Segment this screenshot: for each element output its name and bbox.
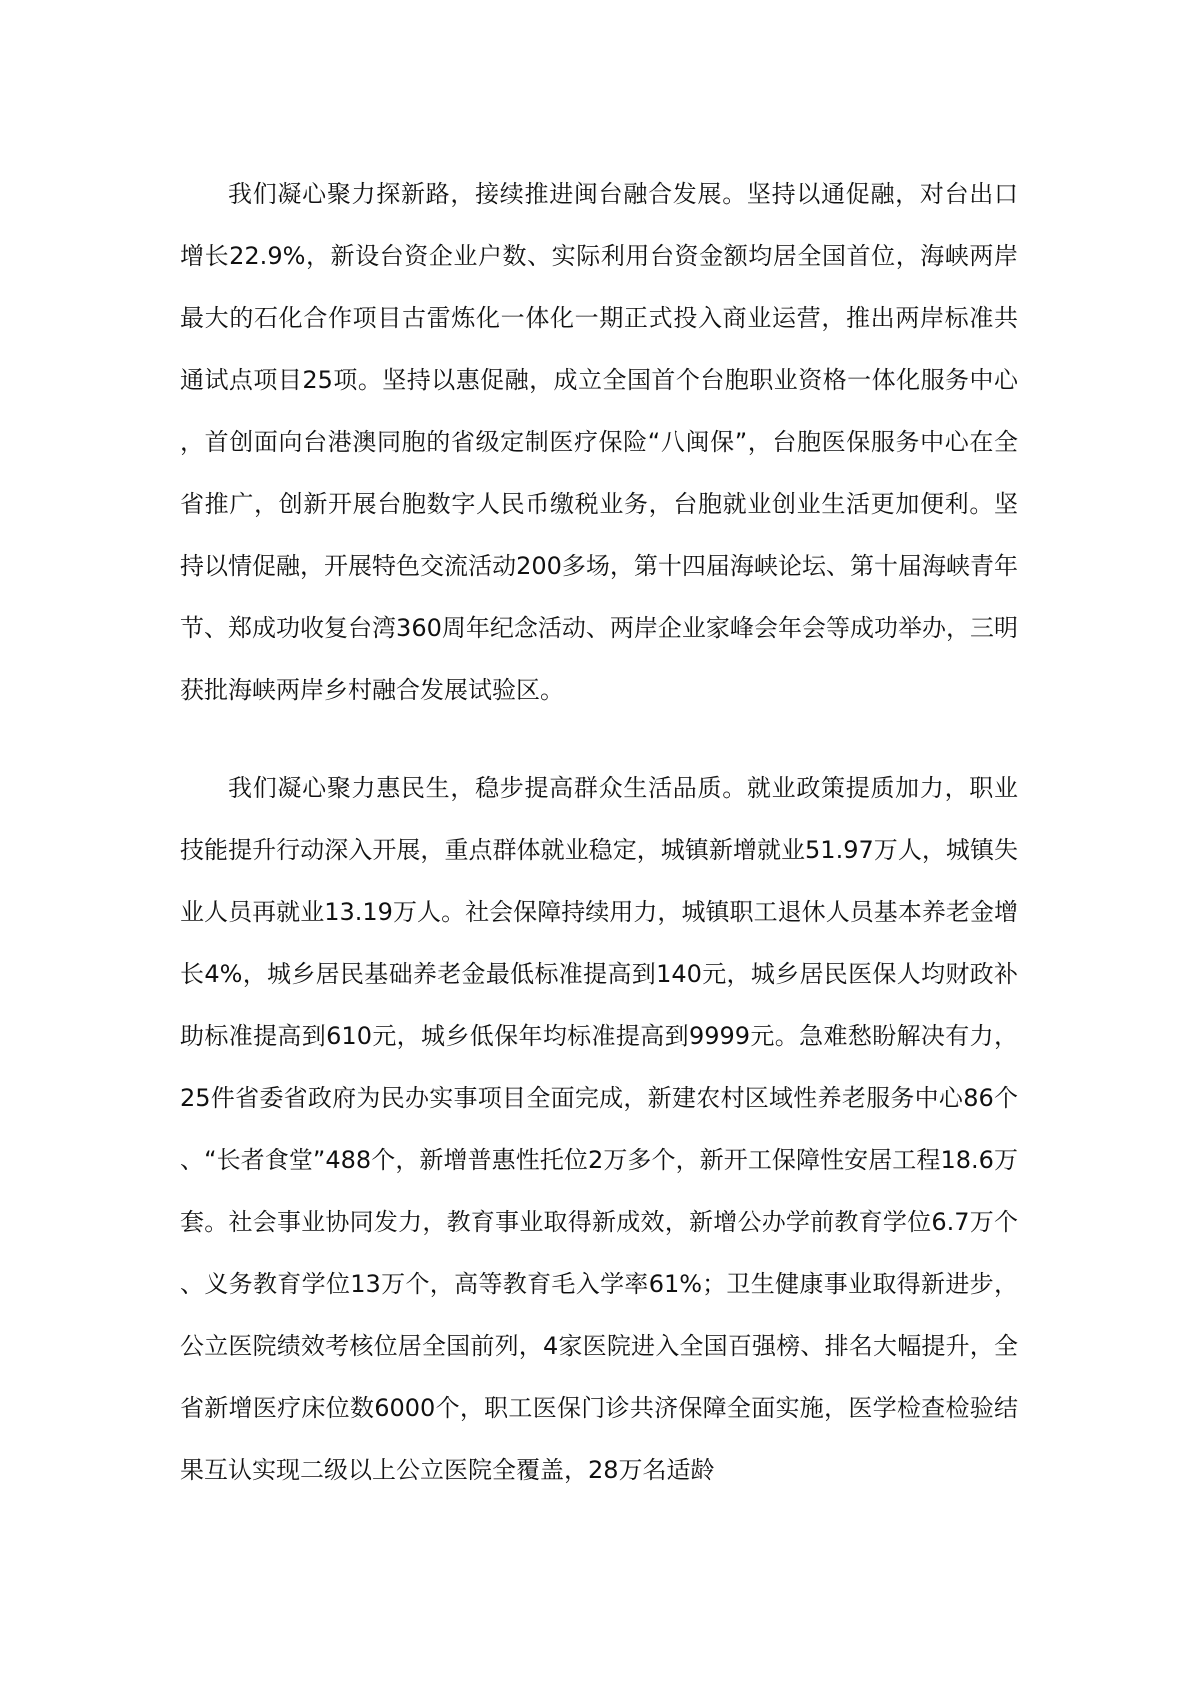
paragraph-min-tai-integration: 我们凝心聚力探新路，接续推进闽台融合发展。坚持以通促融，对台出口增长22.9%，新设台资企业户数、实际利用台资金额均居全国首位，海峡两岸最大的石化合作项目古雷炼化一体化一期正式投入商业运营，推出两岸标准共通试点项目25项。坚持以惠促融，成立全国首个台胞职业资格一体化服务中心，首创面向台港澳同胞的省级定制医疗保险“八闽保”，台胞医保服务中心在全省推广，创新开展台胞数字人民币缴税业务，台胞就业创业生活更加便利。坚持以情促融，开展特色交流活动200多场，第十四届海峡论坛、第十届海峡青年节、郑成功收复台湾360周年纪念活动、两岸企业家峰会年会等成功举办，三明获批海峡两岸乡村融合发展试验区。 [180,180,1018,704]
document-body [180,163,1018,1501]
paragraph-people-livelihood: 我们凝心聚力惠民生，稳步提高群众生活品质。就业政策提质加力，职业技能提升行动深入开展，重点群体就业稳定，城镇新增就业51.97万人，城镇失业人员再就业13.19万人。社会保障持续用力，城镇职工退休人员基本养老金增长4%，城乡居民基础养老金最低标准提高到140元，城乡居民医保人均财政补助标准提高到610元，城乡低保年均标准提高到9999元。急难愁盼解决有力，25件省委省政府为民办实事项目全面完成，新建农村区域性养老服务中心86个、“长者食堂”488个，新增普惠性托位2万多个，新开工保障性安居工程18.6万套。社会事业协同发力，教育事业取得新成效，新增公办学前教育学位6.7万个、义务教育学位13万个，高等教育毛入学率61%；卫生健康事业取得新进步，公立医院绩效考核位居全国前列，4家医院进入全国百强榜、排名大幅提升，全省新增医疗床位数6000个，职工医保门诊共济保障全面实施，医学检查检验结果互认实现二级以上公立医院全覆盖，28万名适龄 [180,774,1018,1484]
